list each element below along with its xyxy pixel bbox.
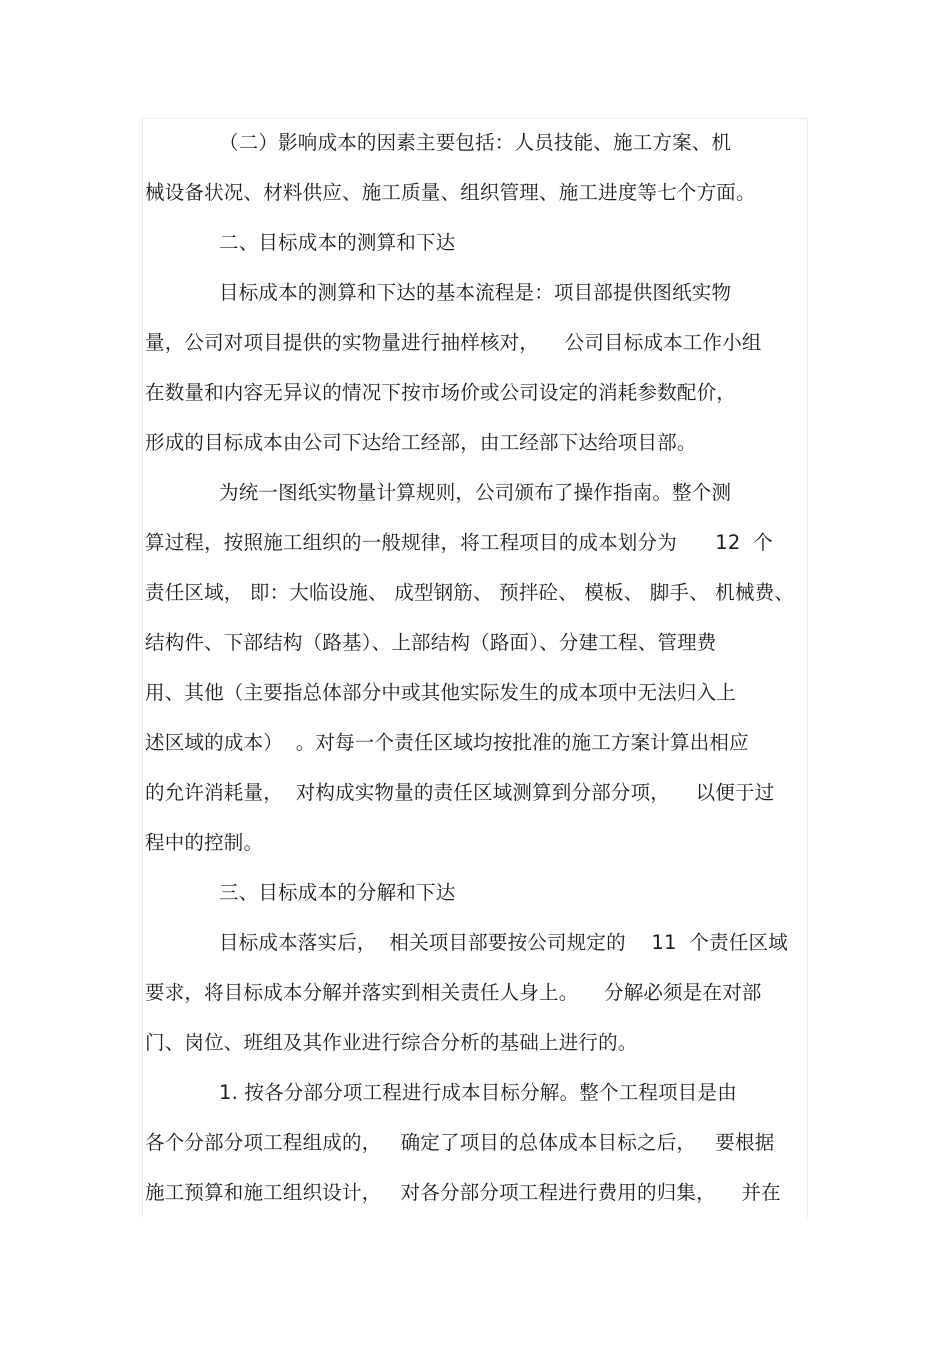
section-heading: 三、目标成本的分解和下达 [219, 881, 456, 904]
text-line: 算过程，按照施工组织的一般规律，将工程项目的成本划分为 12 个 [145, 531, 774, 554]
text-line: （二）影响成本的因素主要包括：人员技能、施工方案、机 [219, 131, 732, 154]
text-line: 在数量和内容无异议的情况下按市场价或公司设定的消耗参数配价， [145, 381, 737, 404]
text-line: 形成的目标成本由公司下达给工经部，由工经部下达给项目部。 [145, 431, 697, 454]
text-line: 责任区域， 即：大临设施、 成型钢筋、 预拌砼、 模板、 脚手、 机械费、 [145, 581, 795, 604]
document-body [145, 118, 807, 1218]
text-line: 结构件、下部结构（路基）、上部结构（路面）、分建工程、管理费 [145, 631, 717, 654]
text-line: 械设备状况、材料供应、施工质量、组织管理、施工进度等七个方面。 [145, 181, 756, 204]
text-line: 要求，将目标成本分解并落实到相关责任人身上。 分解必须是在对部 [145, 981, 762, 1004]
text-line: 目标成本落实后， 相关项目部要按公司规定的 11 个责任区域 [219, 931, 788, 954]
text-line: 1. 按各分部分项工程进行成本目标分解。整个工程项目是由 [219, 1081, 737, 1104]
text-line: 程中的控制。 [145, 831, 264, 854]
text-line: 量，公司对项目提供的实物量进行抽样核对， 公司目标成本工作小组 [145, 331, 762, 354]
text-line: 为统一图纸实物量计算规则，公司颁布了操作指南。整个测 [219, 481, 732, 504]
text-line: 施工预算和施工组织设计， 对各分部分项工程进行费用的归集， 并在 [145, 1181, 781, 1204]
text-line: 述区域的成本） 。对每一个责任区域均按批准的施工方案计算出相应 [145, 731, 749, 754]
text-line: 目标成本的测算和下达的基本流程是：项目部提供图纸实物 [219, 281, 732, 304]
text-line: 各个分部分项工程组成的， 确定了项目的总体成本目标之后， 要根据 [145, 1131, 775, 1154]
text-line: 门、岗位、班组及其作业进行综合分析的基础上进行的。 [145, 1031, 638, 1054]
text-line: 用、其他（主要指总体部分中或其他实际发生的成本项中无法归入上 [145, 681, 737, 704]
text-line: 的允许消耗量， 对构成实物量的责任区域测算到分部分项， 以便于过 [145, 781, 775, 804]
section-heading: 二、目标成本的测算和下达 [219, 231, 456, 254]
